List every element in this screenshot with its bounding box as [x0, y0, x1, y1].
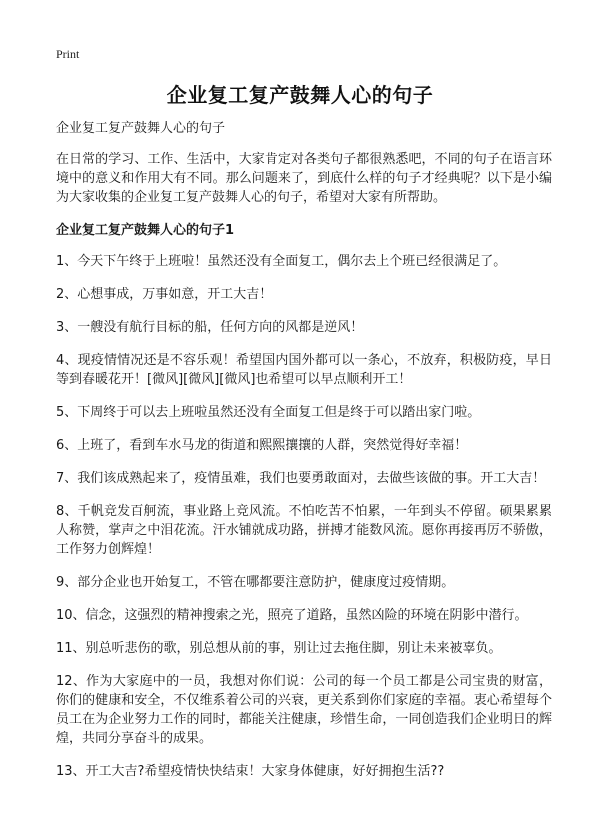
list-item: 12、作为大家庭中的一员，我想对你们说：公司的每一个员工都是公司宝贵的财富，你们的健康和安全，不仅维系着公司的兴衰，更关系到你们家庭的幸福。衷心希望每个员工在为企业努力工作的同时，都能关注健康，珍惜生命，一同创造我们企业明日的辉煌，共同分享奋斗的成果。 [56, 674, 552, 746]
section-heading: 企业复工复产鼓舞人心的句子1 [56, 223, 235, 238]
list-item: 4、现疫情情况还是不容乐观！希望国内国外都可以一条心，不放弃，积极防疫，早日等到春暖花开！[微风][微风][微风]也希望可以早点顺利开工！ [56, 353, 552, 387]
list-item: 5、下周终于可以去上班啦虽然还没有全面复工但是终于可以踏出家门啦。 [56, 405, 481, 420]
list-item: 13、开工大吉?希望疫情快快结束！大家身体健康，好好拥抱生活?? [56, 764, 445, 779]
list-item: 8、千帆竞发百舸流，事业路上竞风流。不怕吃苦不怕累，一年到头不停留。硕果累累人称赞，掌声之中泪花流。汗水铺就成功路，拼搏才能数风流。愿你再接再厉不骄傲，工作努力创辉煌！ [56, 504, 552, 557]
document-body [56, 119, 552, 795]
intro-paragraph: 在日常的学习、工作、生活中，大家肯定对各类句子都很熟悉吧，不同的句子在语言环境中的意义和作用大有不同。那么问题来了，到底什么样的句子才经典呢？以下是小编为大家收集的企业复工复产鼓舞人心的句子，希望对大家有所帮助。 [56, 152, 552, 205]
list-item: 10、信念，这强烈的精神搜索之光，照亮了道路，虽然凶险的环境在阴影中潜行。 [56, 608, 528, 623]
list-item: 1、今天下午终于上班啦！虽然还没有全面复工，偶尔去上个班已经很满足了。 [56, 254, 507, 269]
document-subtitle: 企业复工复产鼓舞人心的句子 [56, 121, 226, 136]
list-item: 6、上班了，看到车水马龙的街道和熙熙攘攘的人群，突然觉得好幸福！ [56, 438, 468, 453]
print-label: Print [56, 47, 80, 61]
list-item: 9、部分企业也开始复工，不管在哪都要注意防护，健康度过疫情期。 [56, 575, 455, 590]
list-item: 2、心想事成，万事如意，开工大吉！ [56, 287, 273, 302]
page-title: 企业复工复产鼓舞人心的句子 [166, 83, 434, 107]
list-item: 7、我们该成熟起来了，疫情虽难，我们也要勇敢面对，去做些该做的事。开工大吉！ [56, 471, 546, 486]
list-item: 3、一艘没有航行目标的船，任何方向的风都是逆风！ [56, 320, 364, 335]
list-item: 11、别总听悲伤的歌，别总想从前的事，别让过去拖住脚，别让未来被辜负。 [56, 641, 502, 656]
